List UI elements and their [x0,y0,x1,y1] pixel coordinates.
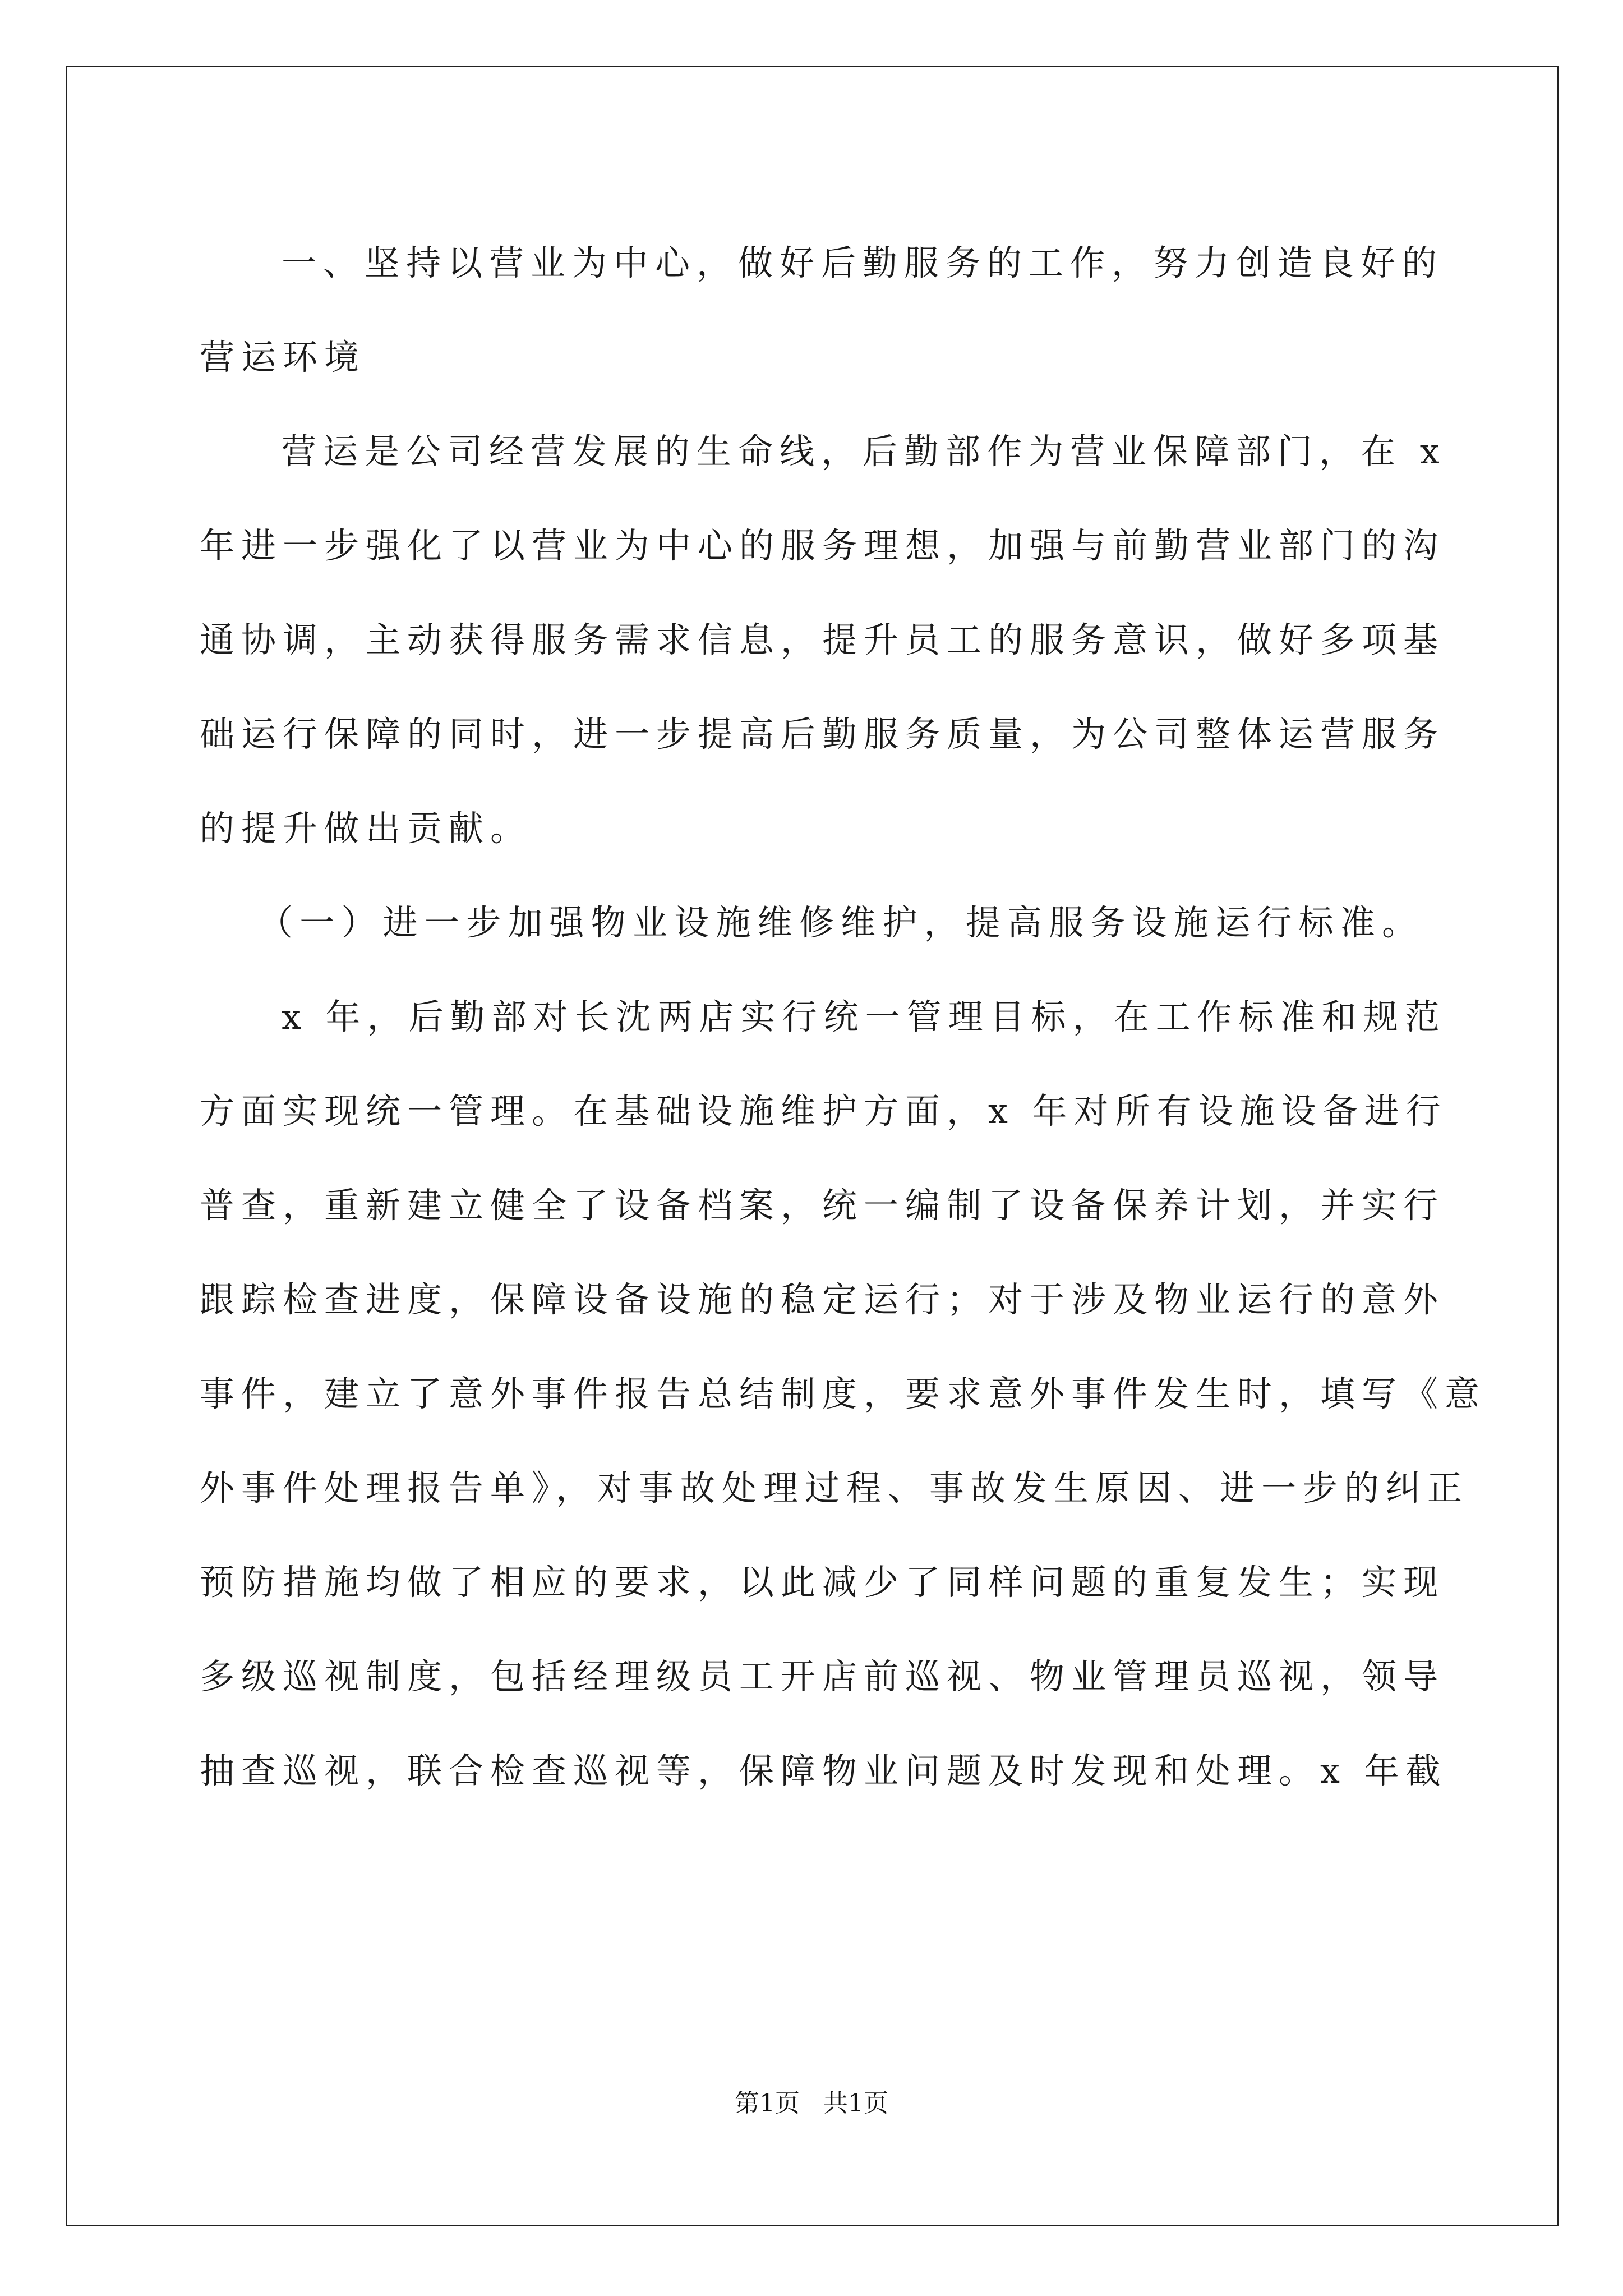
text-line: 营运环境 [200,337,366,378]
text-line: 的提升做出贡献。 [200,808,532,849]
text-line: x 年，后勤部对长沈两店实行统一管理目标，在工作标准和规范 [282,996,1446,1037]
text-line: 预防措施均做了相应的要求，以此减少了同样问题的重复发生；实现 [200,1562,1445,1603]
text-line: 多级巡视制度，包括经理级员工开店前巡视、物业管理员巡视，领导 [200,1656,1445,1697]
text-line: 跟踪检查进度，保障设备设施的稳定运行；对于涉及物业运行的意外 [200,1279,1445,1320]
text-line: 营运是公司经营发展的生命线，后勤部作为营业保障部门，在 x [282,431,1446,472]
text-line: 础运行保障的同时，进一步提高后勤服务质量，为公司整体运营服务 [200,714,1445,754]
text-line: 普查，重新建立健全了设备档案，统一编制了设备保养计划，并实行 [200,1185,1445,1226]
document-body [200,216,1487,1818]
text-line: 一、坚持以营业为中心，做好后勤服务的工作，努力创造良好的 [282,242,1444,283]
text-line: 事件，建立了意外事件报告总结制度，要求意外事件发生时，填写《意 [200,1373,1487,1414]
text-line: 年进一步强化了以营业为中心的服务理想，加强与前勤营业部门的沟 [200,525,1445,566]
text-line: 方面实现统一管理。在基础设施维护方面，x 年对所有设施设备进行 [200,1091,1447,1131]
page-number-footer: 第1页 共1页 [735,2089,888,2118]
text-line: 通协调，主动获得服务需求信息，提升员工的服务意识，做好多项基 [200,619,1445,660]
text-line: 外事件处理报告单》，对事故处理过程、事故发生原因、进一步的纠正 [200,1467,1469,1508]
text-line: （一）进一步加强物业设施维修维护，提高服务设施运行标准。 [258,902,1423,943]
text-line: 抽查巡视，联合检查巡视等，保障物业问题及时发现和处理。x 年截 [200,1750,1447,1791]
